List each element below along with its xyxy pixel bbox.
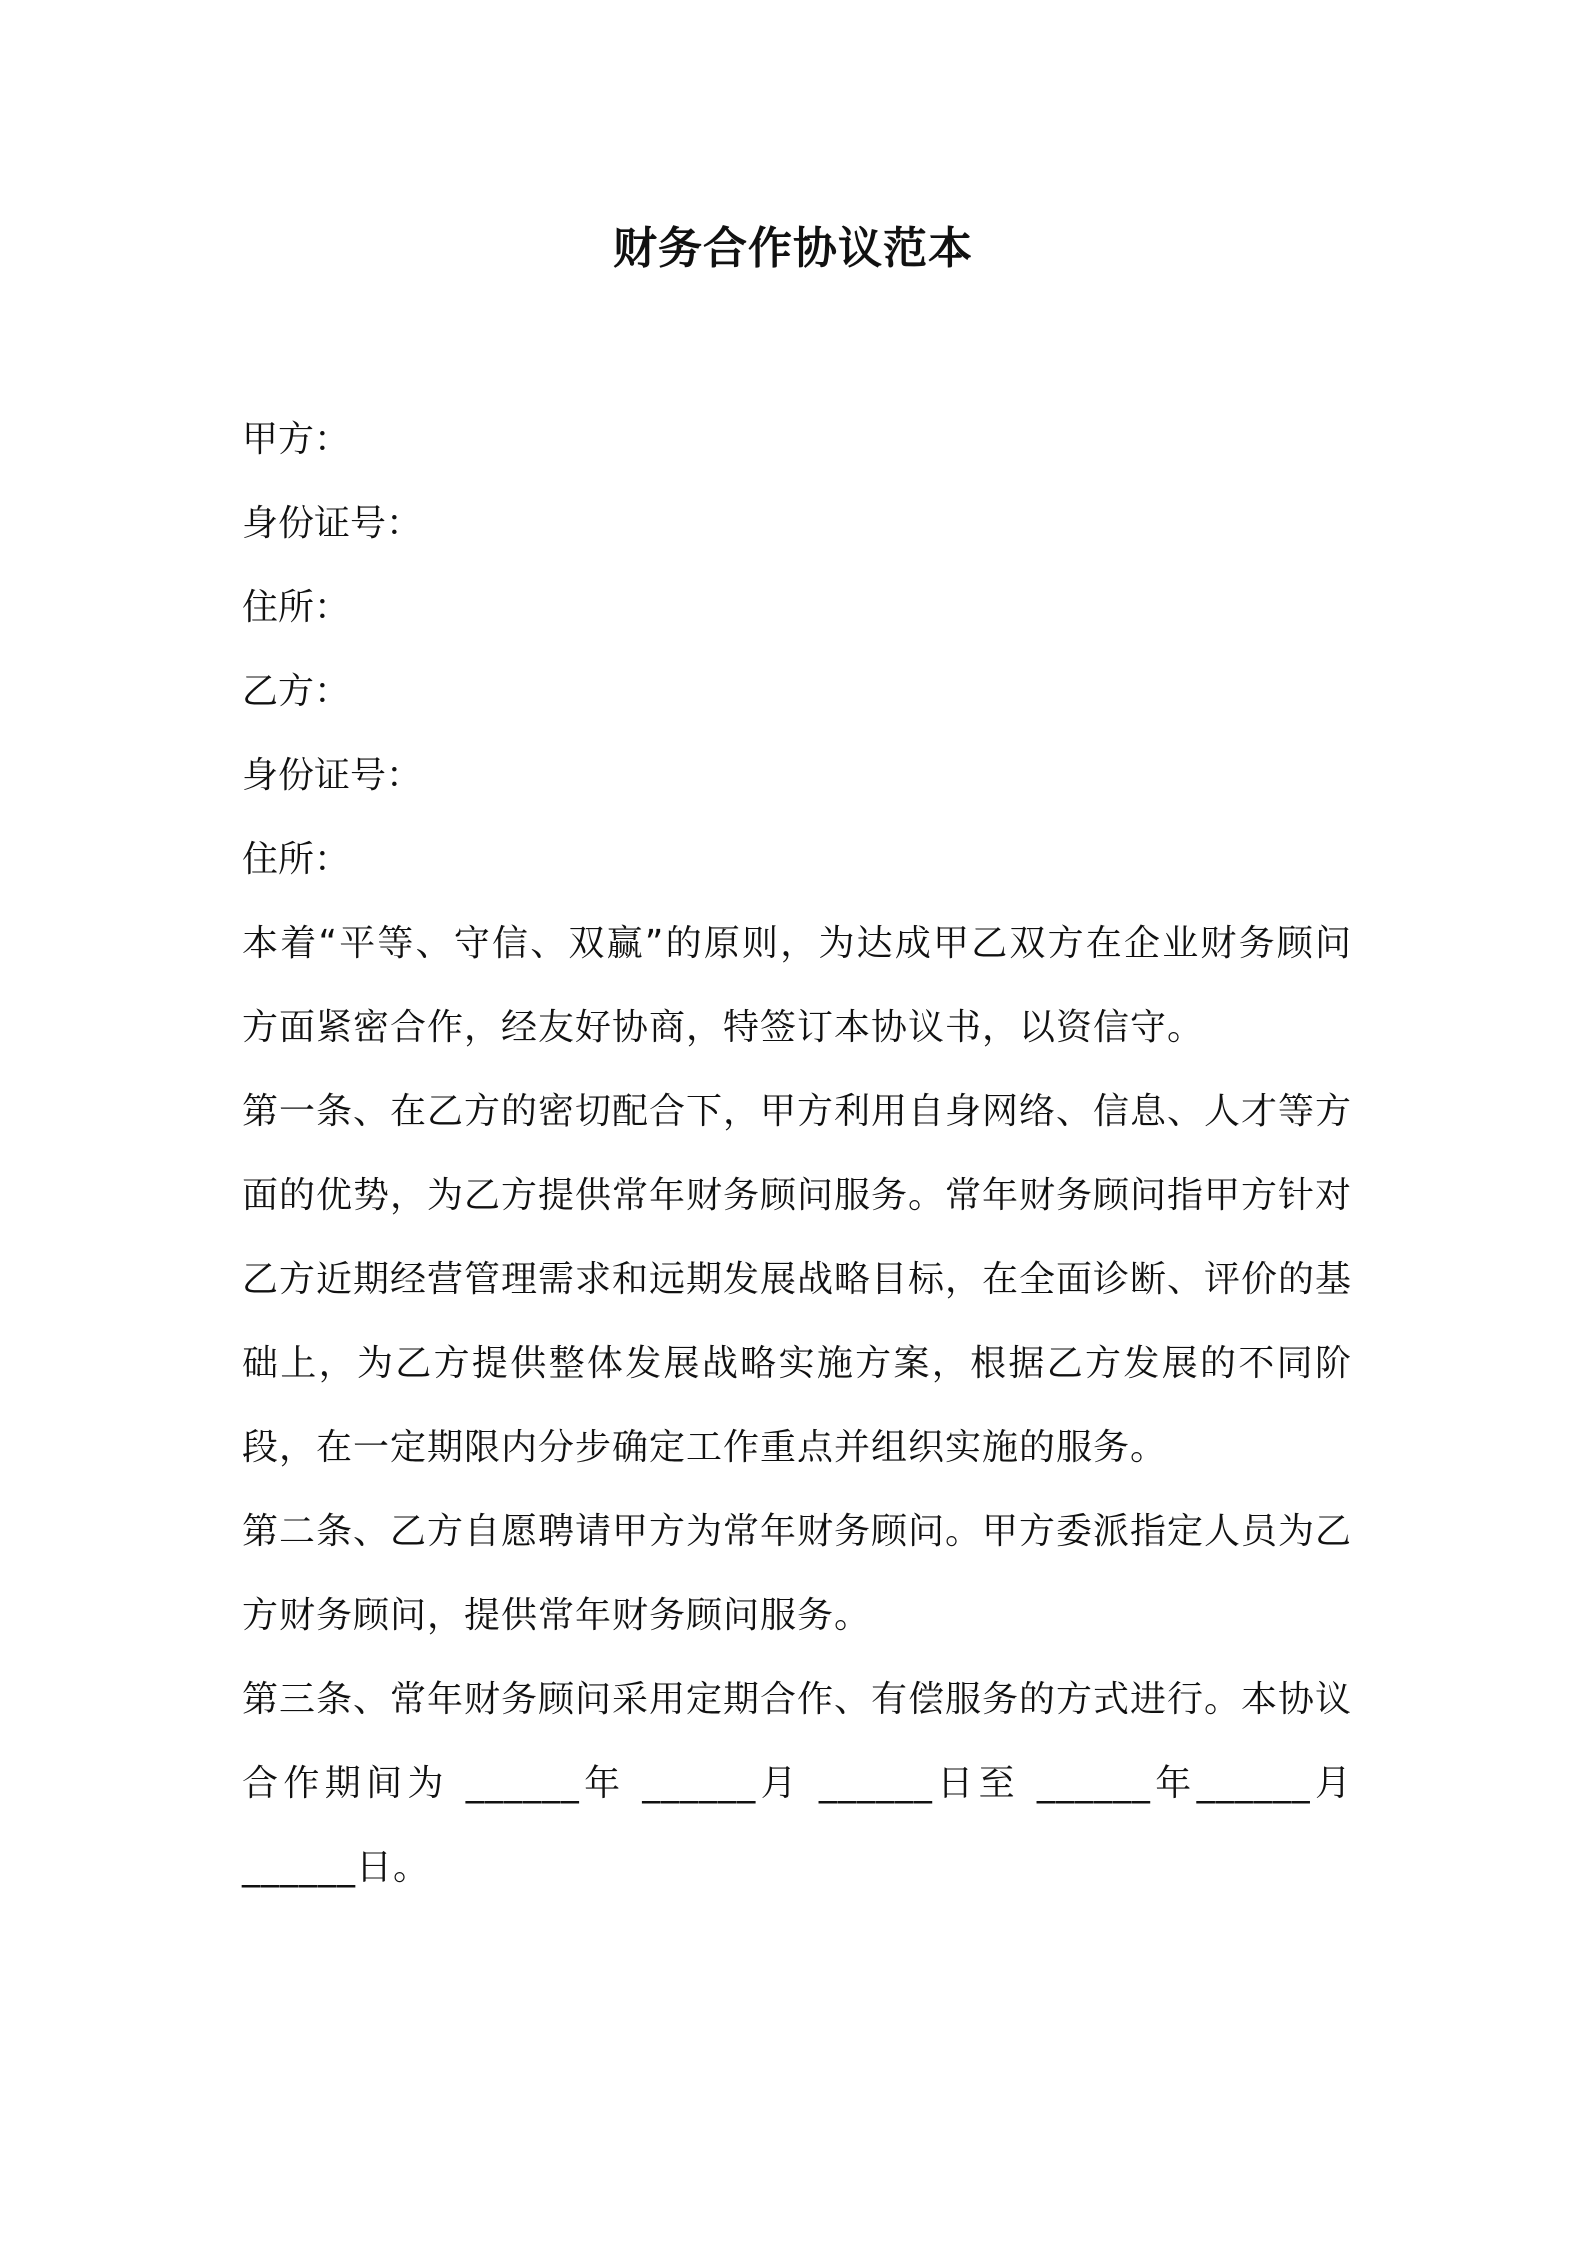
party-b-address-label: 住所： (242, 839, 351, 880)
article-1-paragraph: 第一条、在乙方的密切配合下，甲方利用自身网络、信息、人才等方面的优势，为乙方提供常年财务顾问服务。常年财务顾问指甲方针对乙方近期经营管理需求和远期发展战略目标，在全面诊断、评价的基础上，为乙方提供整体发展战略实施方案，根据乙方发展的不同阶段，在一定期限内分步确定工作重点并组织实施的服务。 (242, 1091, 1353, 1468)
party-a-name-label: 甲方： (242, 419, 351, 460)
party-a-address-label: 住所： (242, 587, 351, 628)
party-b-name-label: 乙方： (242, 671, 351, 712)
article-2-paragraph: 第二条、乙方自愿聘请甲方为常年财务顾问。甲方委派指定人员为乙方财务顾问，提供常年财务顾问服务。 (242, 1511, 1353, 1636)
party-b-id-label: 身份证号： (242, 755, 423, 796)
party-a-id-label: 身份证号： (242, 503, 423, 544)
document-body (242, 398, 1352, 1910)
document-title: 财务合作协议范本 (613, 223, 973, 274)
article-3-paragraph: 第三条、常年财务顾问采用定期合作、有偿服务的方式进行。本协议合作期间为 ______年 ______月 ______日至 ______年______月______日。 (242, 1679, 1353, 1888)
preamble-paragraph: 本着“平等、守信、双赢”的原则，为达成甲乙双方在企业财务顾问方面紧密合作，经友好协商，特签订本协议书，以资信守。 (242, 923, 1352, 1048)
